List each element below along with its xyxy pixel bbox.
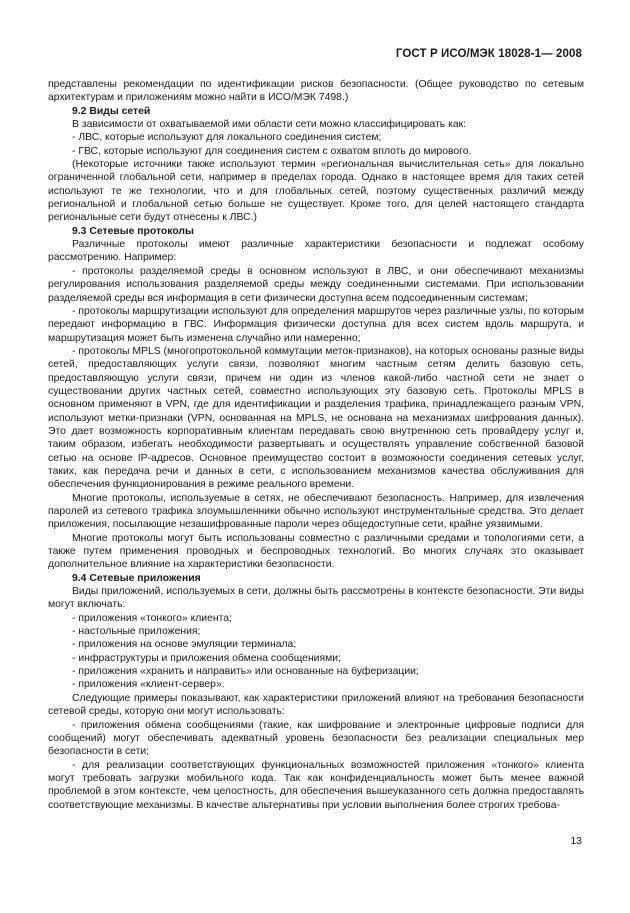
section-9-4-paragraph: Виды приложений, используемых в сети, должны быть рассмотрены в контексте безопасности. Эти виды могут включать:: [48, 586, 584, 611]
list-item: - протоколы разделяемой среды в основном используют в ЛВС, и они обеспечивают механизмы регулирования использования разделяемой среды между соединенными системами. При использовании разделяемой среды вся информация в сети физически доступна всем подсоединенным системам;: [48, 265, 584, 304]
section-9-2-heading: 9.2 Виды сетей: [72, 105, 151, 117]
list-item: - протоколы маршрутизации используют для определения маршрутов через различные узлы, по которым передают информацию в ГВС. Информация физически доступна для всех систем вдоль маршрута, и маршрутизация может быть изменена случайно или намеренно;: [48, 305, 584, 344]
section-9-4-heading: 9.4 Сетевые приложения: [72, 572, 201, 584]
list-item: - приложения «хранить и направить» или основанные на буферизации;: [72, 666, 419, 678]
list-item: - ЛВС, которые используют для локального соединения систем;: [72, 132, 382, 144]
intro-paragraph: представлены рекомендации по идентификации рисков безопасности. (Общее руководство по сетевым архитектурам и приложениям можно найти в ИСО/МЭК 7498.): [48, 79, 584, 104]
section-9-2-paragraph: В зависимости от охватываемой ими области сети можно классифицировать как:: [72, 119, 467, 131]
section-9-2-paragraph: (Некоторые источники также используют термин «региональная вычислительная сеть» для локально ограниченной глобальной сети, например в пределах города. Однако в настоящее время для таких сетей используют те же технологии, что и для глобальных сетей, поэтому существенных различий между региональной и глобальной сетью больше не существует. Кроме того, для целей настоящего стандарта региональные сети будут отнесены к ЛВС.): [48, 159, 584, 224]
list-item: - приложения «клиент-сервер».: [72, 679, 225, 691]
page-body: [48, 78, 584, 812]
section-9-3-paragraph: Различные протоколы имеют различные характеристики безопасности и подлежат особому рассмотрению. Например:: [48, 239, 584, 264]
list-item: - приложения обмена сообщениями (такие, как шифрование и электронные цифровые подписи для сообщений) могут обеспечивать адекватный уровень безопасности без реализации специальных мер безопасности в сети;: [48, 719, 584, 758]
section-9-3-paragraph: Многие протоколы могут быть использованы совместно с различными средами и топологиями сети, а также путем применения проводных и беспроводных технологий. Во многих случаях это оказывает дополнительное влияние на характеристики безопасности.: [48, 532, 584, 571]
list-item: - инфраструктуры и приложения обмена сообщениями;: [72, 652, 341, 664]
list-item: - для реализации соответствующих функциональных возможностей приложения «тонкого» клиента могут требовать загрузки мобильного кода. Так как конфиденциальность может быть менее важной проблемой в этом контексте, чем целостность, для обеспечения вышеуказанного сеть должна предоставлять соответствующие механизмы. В качестве альтернативы при условии выполнения более строгих требова-: [48, 759, 584, 811]
page-number: 13: [570, 835, 582, 847]
section-9-3-heading: 9.3 Сетевые протоколы: [72, 225, 194, 237]
list-item: - ГВС, которые используют для соединения систем с охватом вплоть до мирового.: [72, 145, 472, 157]
list-item: - протоколы MPLS (многопротокольной коммутации меток-признаков), на которых основаны разные виды сетей, предоставляющих услуги связи, позволяют многим частным сетям делить базовую сеть, предоставляющую услуги связи, причем ни один из членов какой-либо частной сети не знает о существовании других частных сетей, совместно использующих эту базовую сеть. Протоколы MPLS в основном применяют в VPN, где для идентификации и разделения трафика, принадлежащего разным VPN, используют метки-признаки (VPN, основанная на MPLS, не основана на механизмах шифрования данных). Это дает возможность корпоративным клиентам передавать свою внутреннюю сеть провайдеру услуг и, таким образом, избегать необходимости развертывать и осуществлять управление собственной базовой сетью на основе IP-адресов. Основное преимущество состоит в возможности соединения сетевых услуг, таких, как передача речи и данных в сети, с использованием механизмов качества обслуживания для обеспечения функционирования в режиме реального времени.: [48, 345, 584, 491]
section-9-4-paragraph: Следующие примеры показывают, как характеристики приложений влияют на требования безопасности сетевой среды, которую они могут использовать:: [48, 692, 584, 718]
standard-header: ГОСТ Р ИСО/МЭК 18028-1— 2008: [395, 48, 582, 60]
list-item: - настольные приложения;: [72, 626, 201, 638]
list-item: - приложения на основе эмуляции терминала;: [72, 639, 297, 651]
section-9-3-paragraph: Многие протоколы, используемые в сетях, не обеспечивают безопасность. Например, для извлечения паролей из сетевого трафика злоумышленники обычно используют инструментальные средства. Это делает приложения, посылающие незашифрованные пароли через общедоступные сети, крайне уязвимыми.: [48, 492, 584, 531]
list-item: - приложения «тонкого» клиента;: [72, 612, 232, 624]
